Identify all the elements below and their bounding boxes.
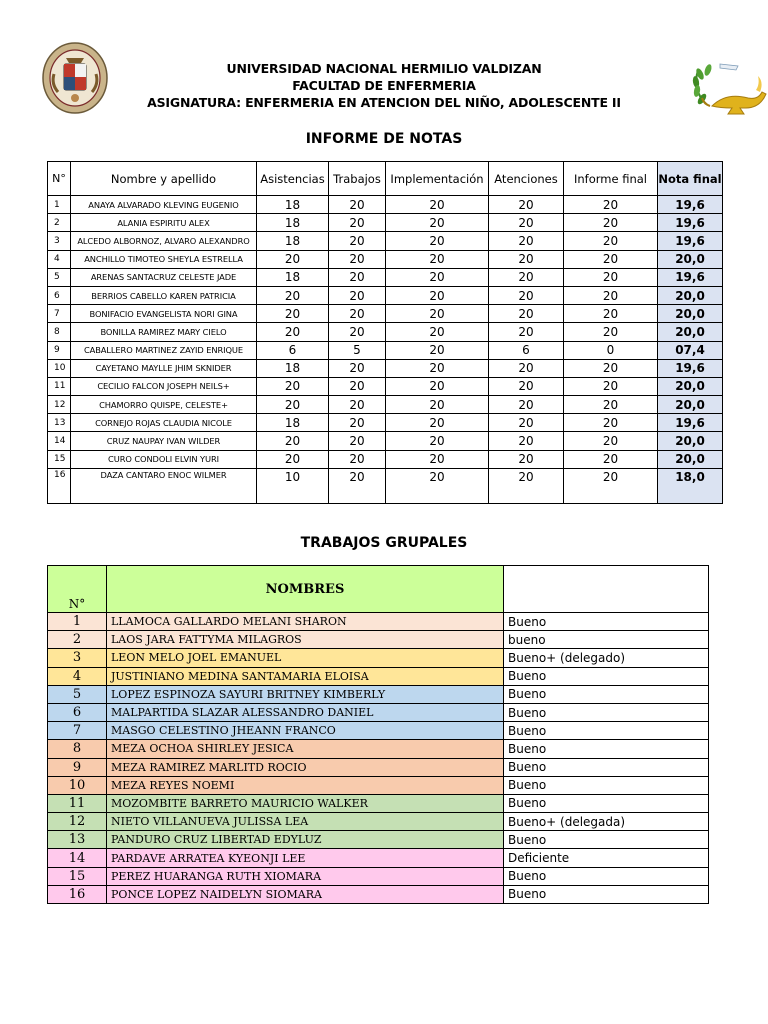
atenciones-cell: 20 bbox=[489, 377, 564, 395]
grade-row bbox=[48, 450, 723, 468]
nota-final-cell: 20,0 bbox=[658, 432, 723, 450]
group-row-number: 15 bbox=[48, 867, 107, 885]
group-evaluation: Bueno bbox=[504, 740, 709, 758]
group-member-name: JUSTINIANO MEDINA SANTAMARIA ELOISA bbox=[107, 667, 504, 685]
group-evaluation: Bueno bbox=[504, 685, 709, 703]
course-name: ASIGNATURA: ENFERMERIA EN ATENCION DEL NIÑO, ADOLESCENTE II bbox=[147, 95, 621, 110]
asistencias-cell: 18 bbox=[257, 232, 329, 250]
trabajos-cell: 20 bbox=[329, 232, 386, 250]
row-number: 8 bbox=[48, 323, 71, 341]
nota-final-cell: 19,6 bbox=[658, 359, 723, 377]
nota-final-cell: 19,6 bbox=[658, 414, 723, 432]
group-evaluation: Bueno bbox=[504, 831, 709, 849]
atenciones-cell: 20 bbox=[489, 196, 564, 214]
group-row-number: 7 bbox=[48, 722, 107, 740]
asistencias-cell: 10 bbox=[257, 468, 329, 503]
atenciones-cell: 20 bbox=[489, 396, 564, 414]
nota-final-cell: 20,0 bbox=[658, 250, 723, 268]
informe-cell: 20 bbox=[564, 286, 658, 304]
grade-row bbox=[48, 196, 723, 214]
group-row-number: 14 bbox=[48, 849, 107, 867]
student-name: ANCHILLO TIMOTEO SHEYLA ESTRELLA bbox=[71, 250, 257, 268]
group-row bbox=[48, 849, 709, 867]
group-evaluation: Bueno bbox=[504, 794, 709, 812]
group-member-name: MALPARTIDA SLAZAR ALESSANDRO DANIEL bbox=[107, 703, 504, 721]
group-member-name: LAOS JARA FATTYMA MILAGROS bbox=[107, 631, 504, 649]
group-evaluation: Bueno bbox=[504, 867, 709, 885]
document-header bbox=[0, 60, 768, 111]
grade-row bbox=[48, 214, 723, 232]
group-row-number: 9 bbox=[48, 758, 107, 776]
student-name: ANAYA ALVARADO KLEVING EUGENIO bbox=[71, 196, 257, 214]
row-number: 15 bbox=[48, 450, 71, 468]
asistencias-cell: 20 bbox=[257, 377, 329, 395]
asistencias-cell: 20 bbox=[257, 432, 329, 450]
atenciones-cell: 20 bbox=[489, 450, 564, 468]
groups-header-row bbox=[48, 566, 709, 613]
group-row-number: 8 bbox=[48, 740, 107, 758]
col-header-num: N° bbox=[48, 162, 71, 196]
row-number: 7 bbox=[48, 305, 71, 323]
group-member-name: LEON MELO JOEL EMANUEL bbox=[107, 649, 504, 667]
implementacion-cell: 20 bbox=[386, 214, 489, 232]
group-row-number: 13 bbox=[48, 831, 107, 849]
group-row-number: 6 bbox=[48, 703, 107, 721]
student-name: BONIFACIO EVANGELISTA NORI GINA bbox=[71, 305, 257, 323]
atenciones-cell: 20 bbox=[489, 432, 564, 450]
informe-cell: 20 bbox=[564, 396, 658, 414]
grade-row bbox=[48, 468, 723, 503]
group-evaluation: Bueno+ (delegado) bbox=[504, 649, 709, 667]
trabajos-cell: 20 bbox=[329, 377, 386, 395]
group-row bbox=[48, 613, 709, 631]
group-member-name: PARDAVE ARRATEA KYEONJI LEE bbox=[107, 849, 504, 867]
implementacion-cell: 20 bbox=[386, 232, 489, 250]
group-row bbox=[48, 631, 709, 649]
student-name: CABALLERO MARTINEZ ZAYID ENRIQUE bbox=[71, 341, 257, 359]
grade-row bbox=[48, 341, 723, 359]
col-header-informe: Informe final bbox=[564, 162, 658, 196]
student-name: BONILLA RAMIREZ MARY CIELO bbox=[71, 323, 257, 341]
asistencias-cell: 18 bbox=[257, 268, 329, 286]
group-row bbox=[48, 685, 709, 703]
implementacion-cell: 20 bbox=[386, 196, 489, 214]
implementacion-cell: 20 bbox=[386, 286, 489, 304]
group-row-number: 3 bbox=[48, 649, 107, 667]
trabajos-cell: 20 bbox=[329, 468, 386, 503]
group-evaluation: Bueno bbox=[504, 722, 709, 740]
atenciones-cell: 20 bbox=[489, 323, 564, 341]
informe-cell: 20 bbox=[564, 414, 658, 432]
row-number: 4 bbox=[48, 250, 71, 268]
group-row bbox=[48, 758, 709, 776]
col-header-trabajos: Trabajos bbox=[329, 162, 386, 196]
grade-row bbox=[48, 359, 723, 377]
grade-row bbox=[48, 268, 723, 286]
asistencias-cell: 20 bbox=[257, 396, 329, 414]
student-name: ARENAS SANTACRUZ CELESTE JADE bbox=[71, 268, 257, 286]
group-row bbox=[48, 722, 709, 740]
trabajos-cell: 20 bbox=[329, 432, 386, 450]
grades-table bbox=[47, 161, 723, 504]
student-name: ALANIA ESPIRITU ALEX bbox=[71, 214, 257, 232]
group-member-name: MOZOMBITE BARRETO MAURICIO WALKER bbox=[107, 794, 504, 812]
informe-cell: 20 bbox=[564, 232, 658, 250]
trabajos-cell: 20 bbox=[329, 196, 386, 214]
atenciones-cell: 20 bbox=[489, 268, 564, 286]
group-evaluation: bueno bbox=[504, 631, 709, 649]
student-name: CECILIO FALCON JOSEPH NEILS+ bbox=[71, 377, 257, 395]
row-number: 6 bbox=[48, 286, 71, 304]
student-name: CORNEJO ROJAS CLAUDIA NICOLE bbox=[71, 414, 257, 432]
group-row-number: 11 bbox=[48, 794, 107, 812]
grades-header-row bbox=[48, 162, 723, 196]
nota-final-cell: 20,0 bbox=[658, 286, 723, 304]
implementacion-cell: 20 bbox=[386, 468, 489, 503]
group-evaluation: Bueno bbox=[504, 776, 709, 794]
grade-row bbox=[48, 323, 723, 341]
nota-final-cell: 19,6 bbox=[658, 214, 723, 232]
group-row bbox=[48, 649, 709, 667]
group-evaluation: Bueno bbox=[504, 885, 709, 903]
group-row bbox=[48, 667, 709, 685]
trabajos-cell: 20 bbox=[329, 214, 386, 232]
group-evaluation: Bueno+ (delegada) bbox=[504, 813, 709, 831]
group-member-name: NIETO VILLANUEVA JULISSA LEA bbox=[107, 813, 504, 831]
atenciones-cell: 20 bbox=[489, 286, 564, 304]
atenciones-cell: 6 bbox=[489, 341, 564, 359]
group-evaluation: Bueno bbox=[504, 703, 709, 721]
group-row bbox=[48, 703, 709, 721]
atenciones-cell: 20 bbox=[489, 214, 564, 232]
implementacion-cell: 20 bbox=[386, 432, 489, 450]
informe-cell: 0 bbox=[564, 341, 658, 359]
atenciones-cell: 20 bbox=[489, 414, 564, 432]
student-name: CURO CONDOLI ELVIN YURI bbox=[71, 450, 257, 468]
group-row-number: 4 bbox=[48, 667, 107, 685]
trabajos-cell: 20 bbox=[329, 323, 386, 341]
col-header-asistencias: Asistencias bbox=[257, 162, 329, 196]
group-row bbox=[48, 813, 709, 831]
grade-row bbox=[48, 377, 723, 395]
informe-cell: 20 bbox=[564, 377, 658, 395]
grade-row bbox=[48, 414, 723, 432]
trabajos-cell: 20 bbox=[329, 250, 386, 268]
trabajos-cell: 20 bbox=[329, 286, 386, 304]
group-member-name: MEZA OCHOA SHIRLEY JESICA bbox=[107, 740, 504, 758]
asistencias-cell: 20 bbox=[257, 323, 329, 341]
nota-final-cell: 18,0 bbox=[658, 468, 723, 503]
grade-row bbox=[48, 305, 723, 323]
trabajos-cell: 20 bbox=[329, 450, 386, 468]
group-row-number: 5 bbox=[48, 685, 107, 703]
nota-final-cell: 20,0 bbox=[658, 450, 723, 468]
row-number: 11 bbox=[48, 377, 71, 395]
student-name: DAZA CANTARO ENOC WILMER bbox=[71, 468, 257, 503]
group-member-name: PONCE LOPEZ NAIDELYN SIOMARA bbox=[107, 885, 504, 903]
trabajos-cell: 20 bbox=[329, 268, 386, 286]
col-header-implementacion: Implementación bbox=[386, 162, 489, 196]
group-row-number: 16 bbox=[48, 885, 107, 903]
group-evaluation: Bueno bbox=[504, 613, 709, 631]
informe-cell: 20 bbox=[564, 196, 658, 214]
group-row bbox=[48, 794, 709, 812]
atenciones-cell: 20 bbox=[489, 232, 564, 250]
informe-cell: 20 bbox=[564, 323, 658, 341]
informe-cell: 20 bbox=[564, 305, 658, 323]
student-name: CRUZ NAUPAY IVAN WILDER bbox=[71, 432, 257, 450]
nota-final-cell: 20,0 bbox=[658, 323, 723, 341]
group-evaluation: Deficiente bbox=[504, 849, 709, 867]
group-evaluation: Bueno bbox=[504, 667, 709, 685]
nota-final-cell: 20,0 bbox=[658, 305, 723, 323]
implementacion-cell: 20 bbox=[386, 377, 489, 395]
col-header-name: Nombre y apellido bbox=[71, 162, 257, 196]
implementacion-cell: 20 bbox=[386, 323, 489, 341]
informe-cell: 20 bbox=[564, 250, 658, 268]
row-number: 9 bbox=[48, 341, 71, 359]
asistencias-cell: 18 bbox=[257, 414, 329, 432]
student-name: CHAMORRO QUISPE, CELESTE+ bbox=[71, 396, 257, 414]
row-number: 10 bbox=[48, 359, 71, 377]
grade-row bbox=[48, 250, 723, 268]
asistencias-cell: 18 bbox=[257, 196, 329, 214]
implementacion-cell: 20 bbox=[386, 268, 489, 286]
row-number: 14 bbox=[48, 432, 71, 450]
asistencias-cell: 20 bbox=[257, 305, 329, 323]
nota-final-cell: 20,0 bbox=[658, 396, 723, 414]
atenciones-cell: 20 bbox=[489, 250, 564, 268]
student-name: BERRIOS CABELLO KAREN PATRICIA bbox=[71, 286, 257, 304]
informe-cell: 20 bbox=[564, 450, 658, 468]
groups-title: TRABAJOS GRUPALES bbox=[300, 535, 468, 551]
nota-final-cell: 19,6 bbox=[658, 196, 723, 214]
group-member-name: PEREZ HUARANGA RUTH XIOMARA bbox=[107, 867, 504, 885]
implementacion-cell: 20 bbox=[386, 341, 489, 359]
group-evaluation: Bueno bbox=[504, 758, 709, 776]
grade-row bbox=[48, 432, 723, 450]
implementacion-cell: 20 bbox=[386, 414, 489, 432]
nota-final-cell: 19,6 bbox=[658, 268, 723, 286]
trabajos-cell: 20 bbox=[329, 305, 386, 323]
group-member-name: MASGO CELESTINO JHEANN FRANCO bbox=[107, 722, 504, 740]
group-row-number: 10 bbox=[48, 776, 107, 794]
row-number: 1 bbox=[48, 196, 71, 214]
group-row-number: 12 bbox=[48, 813, 107, 831]
asistencias-cell: 20 bbox=[257, 286, 329, 304]
group-member-name: MEZA RAMIREZ MARLITD ROCIO bbox=[107, 758, 504, 776]
implementacion-cell: 20 bbox=[386, 359, 489, 377]
row-number: 13 bbox=[48, 414, 71, 432]
implementacion-cell: 20 bbox=[386, 305, 489, 323]
group-member-name: LLAMOCA GALLARDO MELANI SHARON bbox=[107, 613, 504, 631]
grade-row bbox=[48, 286, 723, 304]
col-header-atenciones: Atenciones bbox=[489, 162, 564, 196]
informe-cell: 20 bbox=[564, 214, 658, 232]
group-row-number: 2 bbox=[48, 631, 107, 649]
nota-final-cell: 07,4 bbox=[658, 341, 723, 359]
group-row bbox=[48, 740, 709, 758]
asistencias-cell: 18 bbox=[257, 359, 329, 377]
atenciones-cell: 20 bbox=[489, 359, 564, 377]
grade-row bbox=[48, 396, 723, 414]
implementacion-cell: 20 bbox=[386, 250, 489, 268]
group-row bbox=[48, 831, 709, 849]
col-header-evaluation bbox=[504, 566, 709, 613]
atenciones-cell: 20 bbox=[489, 305, 564, 323]
group-row bbox=[48, 867, 709, 885]
row-number: 2 bbox=[48, 214, 71, 232]
report-title: INFORME DE NOTAS bbox=[305, 131, 463, 147]
groups-table bbox=[47, 565, 709, 904]
group-member-name: PANDURO CRUZ LIBERTAD EDYLUZ bbox=[107, 831, 504, 849]
faculty-name: FACULTAD DE ENFERMERIA bbox=[292, 78, 476, 93]
group-member-name: MEZA REYES NOEMI bbox=[107, 776, 504, 794]
col-header-nota-final: Nota final bbox=[658, 162, 723, 196]
row-number: 16 bbox=[48, 468, 71, 503]
col-header-group-num: N° bbox=[48, 566, 107, 613]
row-number: 12 bbox=[48, 396, 71, 414]
group-row bbox=[48, 776, 709, 794]
trabajos-cell: 5 bbox=[329, 341, 386, 359]
informe-cell: 20 bbox=[564, 359, 658, 377]
asistencias-cell: 18 bbox=[257, 214, 329, 232]
trabajos-cell: 20 bbox=[329, 396, 386, 414]
asistencias-cell: 6 bbox=[257, 341, 329, 359]
implementacion-cell: 20 bbox=[386, 396, 489, 414]
informe-cell: 20 bbox=[564, 432, 658, 450]
grade-row bbox=[48, 232, 723, 250]
informe-cell: 20 bbox=[564, 468, 658, 503]
nota-final-cell: 20,0 bbox=[658, 377, 723, 395]
university-name: UNIVERSIDAD NACIONAL HERMILIO VALDIZAN bbox=[226, 61, 542, 76]
group-row-number: 1 bbox=[48, 613, 107, 631]
student-name: ALCEDO ALBORNOZ, ALVARO ALEXANDRO bbox=[71, 232, 257, 250]
student-name: CAYETANO MAYLLE JHIM SKNIDER bbox=[71, 359, 257, 377]
row-number: 5 bbox=[48, 268, 71, 286]
trabajos-cell: 20 bbox=[329, 414, 386, 432]
implementacion-cell: 20 bbox=[386, 450, 489, 468]
nota-final-cell: 19,6 bbox=[658, 232, 723, 250]
atenciones-cell: 20 bbox=[489, 468, 564, 503]
group-row bbox=[48, 885, 709, 903]
informe-cell: 20 bbox=[564, 268, 658, 286]
asistencias-cell: 20 bbox=[257, 250, 329, 268]
asistencias-cell: 20 bbox=[257, 450, 329, 468]
row-number: 3 bbox=[48, 232, 71, 250]
col-header-nombres: NOMBRES bbox=[107, 566, 504, 613]
trabajos-cell: 20 bbox=[329, 359, 386, 377]
group-member-name: LOPEZ ESPINOZA SAYURI BRITNEY KIMBERLY bbox=[107, 685, 504, 703]
